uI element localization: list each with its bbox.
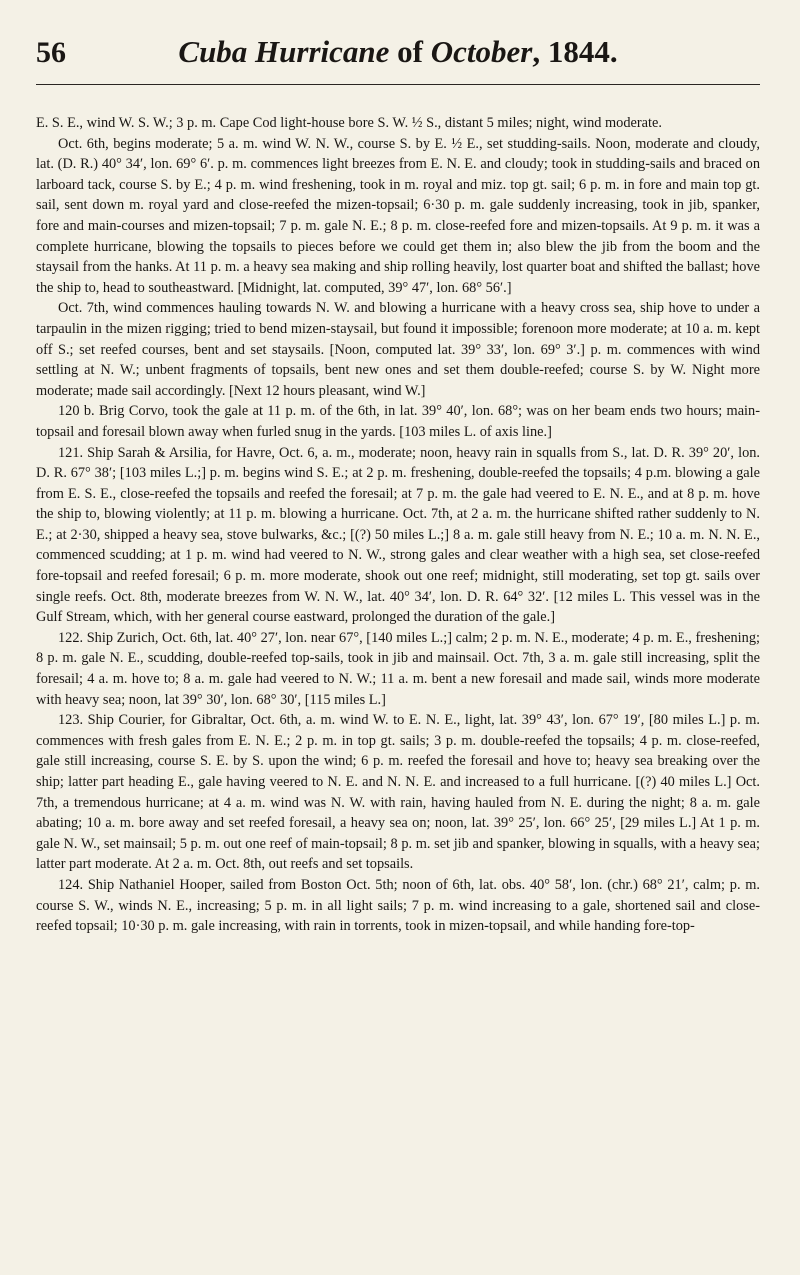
title-italic-b: October — [423, 34, 533, 69]
paragraph-continuation: E. S. E., wind W. S. W.; 3 p. m. Cape Cod light-house bore S. W. ½ S., distant 5 miles; night, wind moderate. — [36, 115, 662, 131]
title-italic-a: Cuba Hurricane — [178, 34, 398, 69]
paragraph-121-ship-sarah-arsilia: 121. Ship Sarah & Arsilia, for Havre, Oct. 6, a. m., moderate; noon, heavy rain in squalls from S., lat. D. R. 39° 20′, lon. D. R. 67° 38′; [103 miles L.;] p. m. begins wind S. E.; at 2 p. m. freshening, double-reefed the topsails; 4 p.m. blowing a gale from E. S. E., close-reefed the topsails and reefed the foresail; at 7 p. m. the gale had veered to E. N. E., and at 8 p. m. hove the ship to, blowing violently; at 11 p. m. blowing a hurricane. Oct. 7th, at 2 a. m. the hurricane shifted rather suddenly to N. E.; at 2·30, shipped a heavy sea, stove bulwarks, &c.; [(?) 50 miles L.;] 8 a. m. gale still heavy from N. E.; 10 a. m. N. N. E., commenced scudding; at 1 p. m. wind had veered to N. W., strong gales and clear weather with a high sea, set close-reefed fore-topsail and reefed foresail; 6 p. m. more moderate, shook out one reef; midnight, still moderating, set top gt. sails over single reefs. Oct. 8th, moderate breezes from W. N. W., lat. 40° 34′, lon. D. R. 64° 32′. [12 miles L. This vessel was in the Gulf Stream, which, with her general course eastward, prolonged the duration of the gale.] — [36, 444, 760, 626]
paragraph-124-ship-nathaniel-hooper: 124. Ship Nathaniel Hooper, sailed from Boston Oct. 5th; noon of 6th, lat. obs. 40° 58′, lon. (chr.) 68° 21′, calm; p. m. course S. W., winds N. E., increasing; 5 p. m. in all light sails; 7 p. m. wind increasing to a gale, shortened sail and close-reefed topsail; 10·30 p. m. gale increasing, with rain in torrents, took in mizen-topsail, and while handing fore-top- — [36, 876, 760, 935]
page-number: 56 — [36, 36, 66, 69]
title-year: , 1844. — [532, 34, 618, 69]
paragraph-oct-7th: Oct. 7th, wind commences hauling towards N. W. and blowing a hurricane with a heavy cross sea, ship hove to under a tarpaulin in the mizen rigging; tried to bend mizen-staysail, but found it impossible; forenoon more moderate; at 10 a. m. kept off S.; set reefed courses, bent and set staysails. [Noon, computed lat. 39° 33′, lon. 69° 3′.] p. m. commences with wind settling at N. W.; unbent fragments of topsails, bent new ones and set them double-reefed; course S. by W. Night more moderate; made sail accordingly. [Next 12 hours pleasant, wind W.] — [36, 300, 760, 399]
running-header — [36, 28, 760, 85]
title-roman-of: of — [397, 34, 423, 69]
paragraph-122-ship-zurich: 122. Ship Zurich, Oct. 6th, lat. 40° 27′, lon. near 67°, [140 miles L.;] calm; 2 p. m. N. E., moderate; 4 p. m. E., freshening; 8 p. m. gale N. E., scudding, double-reefed top-sails, took in jib and mainsail. Oct. 7th, 3 a. m. gale still increasing, split the foresail; 4 a. m. hove to; 8 a. m. gale had veered to N. W.; 11 a. m. bent a new foresail and made sail, winds more moderate with heavy sea; noon, lat 39° 30′, lon. 68° 30′, [115 miles L.] — [36, 629, 760, 708]
running-title — [36, 34, 760, 70]
paragraph-120b-brig-corvo: 120 b. Brig Corvo, took the gale at 11 p. m. of the 6th, in lat. 39° 40′, lon. 68°; was on her beam ends two hours; main-topsail and foresail blown away when furled snug in the yards. [103 miles L. of axis line.] — [36, 403, 760, 440]
paragraph-123-ship-courier: 123. Ship Courier, for Gibraltar, Oct. 6th, a. m. wind W. to E. N. E., light, lat. 39° 43′, lon. 67° 19′, [80 miles L.] p. m. commences with fresh gales from E. N. E.; 2 p. m. in top gt. sails; 3 p. m. double-reefed the topsails; 4 p. m. close-reefed, gale still increasing, course S. E. by S. upon the wind; 6 p. m. reefed the foresail and hove to; heavy sea breaking over the ship; latter part heading E., gale having veered to N. E. and N. N. E. and increased to a full hurricane. [(?) 40 miles L.] Oct. 7th, a tremendous hurricane; at 4 a. m. wind was N. W. with rain, having hauled from N. E. during the night; 8 a. m. gale abating; 10 a. m. bore away and set reefed foresail, a heavy sea on; noon, lat. 39° 25′, lon. 66° 25′, [29 miles L.] At 1 p. m. gale N. W., set mainsail; 5 p. m. out one reef of main-topsail; 8 p. m. set jib and spanker, blowing in squalls, with a heavy sea; latter part moderate. At 2 a. m. Oct. 8th, out reefs and set topsails. — [36, 712, 760, 873]
body-text — [36, 113, 760, 937]
paragraph-oct-6th: Oct. 6th, begins moderate; 5 a. m. wind W. N. W., course S. by E. ½ E., set studding-sails. Noon, moderate and cloudy, lat. (D. R.) 40° 34′, lon. 69° 6′. p. m. commences light breezes from E. N. E. and cloudy; took in studding-sails and braced on larboard tack, course S. by E.; 4 p. m. wind freshening, took in m. royal and miz. top gt. sail; 6 p. m. in fore and main top gt. sail, sent down m. royal yard and close-reefed the mizen-topsail; 6·30 p. m. gale suddenly increasing, took in jib, spanker, fore and main-courses and mizen-topsail; 7 p. m. gale N. E.; 8 p. m. close-reefed fore and mizen-topsails. At 9 p. m. it was a complete hurricane, blowing the topsails to pieces before we could get them in; also blew the jib from the boom and the staysail from the hanks. At 11 p. m. a heavy sea making and ship rolling heavily, lost quarter boat and shifted the ballast; hove the ship to, head to southeastward. [Midnight, lat. computed, 39° 47′, lon. 68° 56′.] — [36, 135, 760, 296]
